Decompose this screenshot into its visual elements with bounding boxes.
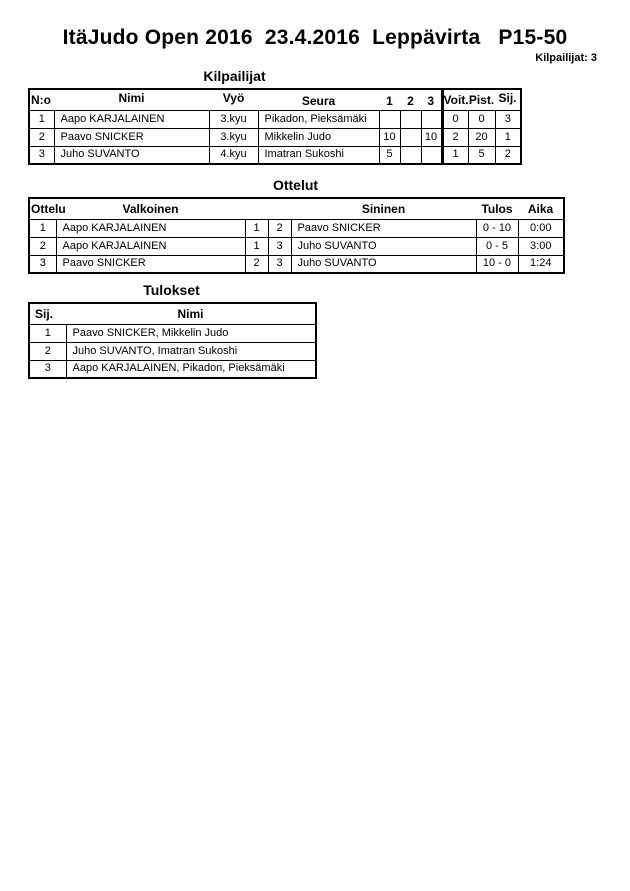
cell-sij: 2: [495, 146, 521, 164]
cell-sij: 3: [29, 360, 66, 378]
cell-voit: 2: [442, 128, 468, 146]
cell-nimi: Juho SUVANTO: [54, 146, 209, 164]
cell-voit: 1: [442, 146, 468, 164]
tulokset-header-row: [29, 303, 316, 324]
tulokset-row: [29, 324, 316, 342]
cell-white-no: 1: [245, 237, 268, 255]
cell-no: 1: [29, 110, 54, 128]
kilpailijat-table: [28, 88, 522, 165]
col-header-sininen: Sininen: [291, 198, 476, 219]
ottelut-heading: Ottelut: [272, 177, 319, 193]
cell-match-no: 3: [29, 255, 56, 273]
tulokset-heading: Tulokset: [143, 282, 200, 298]
col-header-ottelu: Ottelu: [29, 198, 56, 219]
cell-sininen: Juho SUVANTO: [291, 255, 476, 273]
cell-white-no: 1: [245, 219, 268, 237]
tulokset-row: [29, 342, 316, 360]
col-header-nimi: Nimi: [66, 303, 316, 324]
col-header-1: 1: [379, 90, 400, 111]
cell-sij: 1: [495, 128, 521, 146]
cell-vyo: 3.kyu: [209, 110, 258, 128]
competitors-count-label: Kilpailijat: 3: [535, 52, 597, 64]
cell-round-1: 10: [379, 128, 400, 146]
cell-blue-no: 2: [268, 219, 291, 237]
cell-nimi: Aapo KARJALAINEN, Pikadon, Pieksämäki: [66, 360, 316, 378]
cell-round-3: [421, 110, 442, 128]
cell-aika: 1:24: [518, 255, 564, 273]
ottelut-row: [29, 219, 564, 237]
tulokset-table: [28, 302, 317, 379]
col-header-seura: Seura: [258, 90, 379, 111]
cell-round-2: [400, 110, 421, 128]
cell-tulos: 10 - 0: [476, 255, 518, 273]
cell-sij: 1: [29, 324, 66, 342]
cell-nimi: Paavo SNICKER: [54, 128, 209, 146]
cell-pist: 20: [468, 128, 495, 146]
cell-no: 3: [29, 146, 54, 164]
kilpailijat-header-row: [29, 89, 521, 110]
cell-tulos: 0 - 5: [476, 237, 518, 255]
event-title: ItäJudo Open 2016 23.4.2016 Leppävirta P15-50: [62, 26, 568, 49]
cell-valkoinen: Paavo SNICKER: [56, 255, 245, 273]
tulokset-row: [29, 360, 316, 378]
cell-valkoinen: Aapo KARJALAINEN: [56, 219, 245, 237]
cell-tulos: 0 - 10: [476, 219, 518, 237]
cell-blue-no: 3: [268, 255, 291, 273]
kilpailijat-heading: Kilpailijat: [203, 68, 266, 84]
ottelut-row: [29, 237, 564, 255]
col-header-sij: Sij.: [29, 303, 66, 324]
cell-seura: Mikkelin Judo: [258, 128, 379, 146]
cell-pist: 0: [468, 110, 495, 128]
cell-round-1: [379, 110, 400, 128]
col-header-no: N:o: [29, 89, 54, 110]
col-header-bnum: [268, 198, 291, 219]
cell-round-1: 5: [379, 146, 400, 164]
col-header-nimi: Nimi: [54, 87, 209, 108]
kilpailijat-row: [29, 146, 521, 164]
col-header-aika: Aika: [518, 198, 564, 219]
cell-seura: Imatran Sukoshi: [258, 146, 379, 164]
col-header-sij: Sij.: [495, 87, 521, 108]
kilpailijat-row: [29, 128, 521, 146]
cell-sij: 2: [29, 342, 66, 360]
cell-voit: 0: [442, 110, 468, 128]
col-header-pist: Pist.: [468, 89, 495, 110]
cell-sij: 3: [495, 110, 521, 128]
cell-round-3: 10: [421, 128, 442, 146]
cell-nimi: Juho SUVANTO, Imatran Sukoshi: [66, 342, 316, 360]
cell-pist: 5: [468, 146, 495, 164]
cell-nimi: Paavo SNICKER, Mikkelin Judo: [66, 324, 316, 342]
cell-white-no: 2: [245, 255, 268, 273]
col-header-valkoinen: Valkoinen: [56, 198, 245, 219]
cell-aika: 3:00: [518, 237, 564, 255]
cell-match-no: 2: [29, 237, 56, 255]
col-header-vyo: Vyö: [209, 87, 258, 108]
ottelut-header-row: [29, 198, 564, 219]
cell-nimi: Aapo KARJALAINEN: [54, 110, 209, 128]
cell-vyo: 3.kyu: [209, 128, 258, 146]
cell-round-2: [400, 146, 421, 164]
col-header-2: 2: [400, 90, 421, 111]
cell-match-no: 1: [29, 219, 56, 237]
cell-sininen: Juho SUVANTO: [291, 237, 476, 255]
cell-round-3: [421, 146, 442, 164]
cell-blue-no: 3: [268, 237, 291, 255]
kilpailijat-row: [29, 110, 521, 128]
cell-no: 2: [29, 128, 54, 146]
ottelut-row: [29, 255, 564, 273]
cell-vyo: 4.kyu: [209, 146, 258, 164]
ottelut-table: [28, 197, 565, 274]
cell-valkoinen: Aapo KARJALAINEN: [56, 237, 245, 255]
cell-seura: Pikadon, Pieksämäki: [258, 110, 379, 128]
cell-sininen: Paavo SNICKER: [291, 219, 476, 237]
col-header-wnum: [245, 198, 268, 219]
col-header-3: 3: [421, 90, 442, 111]
cell-aika: 0:00: [518, 219, 564, 237]
col-header-tulos: Tulos: [476, 198, 518, 219]
col-header-voit: Voit.: [442, 89, 468, 110]
cell-round-2: [400, 128, 421, 146]
